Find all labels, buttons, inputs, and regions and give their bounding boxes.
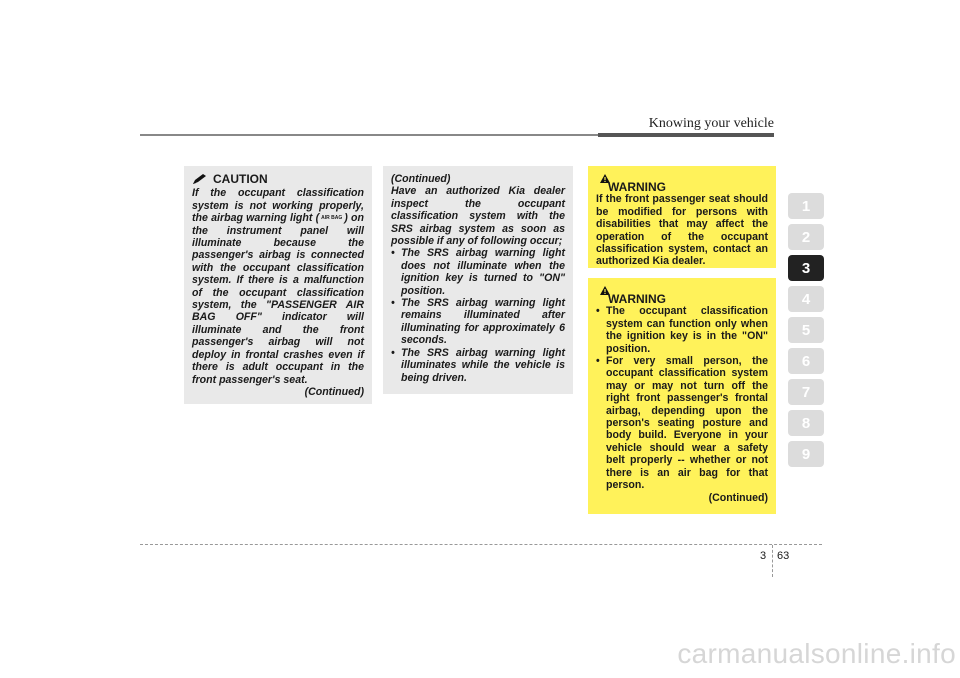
footer-divider [772,545,773,577]
section-title: Knowing your vehicle [648,116,774,131]
warning-heading [596,174,768,193]
warning-text: If the front passenger seat should be modified for persons with disabilities that may affect the operation of the occupant classification system, contact an authorized Kia dealer. [596,193,768,268]
warning-list [596,305,768,491]
chapter-tab-3[interactable]: 3 [788,255,824,281]
caution-box [184,166,372,404]
footer-rule [140,544,822,545]
chapter-tab-4[interactable]: 4 [788,286,824,312]
pencil-icon [192,173,208,185]
chapter-tab-7[interactable]: 7 [788,379,824,405]
chapter-tab-9[interactable]: 9 [788,441,824,467]
caution-heading [192,173,364,185]
continued-heading: (Continued) [391,173,451,185]
caution-continued: (Continued) [304,385,364,398]
warning-box-2 [588,278,776,514]
chapter-tab-1[interactable]: 1 [788,193,824,219]
warning-heading-label: WARNING [608,292,666,306]
continued-intro: Have an authorized Kia dealer inspect the occupant classification system with the SRS airbag system as soon as possible if any of following occur; [391,185,565,248]
page-chapter-number: 3 [760,550,767,562]
chapter-tabs [788,193,824,472]
list-item: • The SRS airbag warning light remains illuminated after illuminating for approximately 6 seconds. [391,297,565,347]
caution-text-part1: If the occupant classification system is not working properly, the airbag warning light ( [192,187,364,225]
warning-heading-label: WARNING [608,180,666,194]
airbag-warning-icon: AIR BAG [321,214,343,221]
list-item: • The occupant classification system can function only when the ignition key is in the "ON" position. [596,305,768,355]
page-number: 63 [777,550,790,562]
warning-heading [596,286,768,305]
caution-continued-box [383,166,573,394]
header-rule-accent [598,133,774,137]
chapter-tab-2[interactable]: 2 [788,224,824,250]
list-item: • The SRS airbag warning light does not illuminate when the ignition key is turned to "ON" position. [391,247,565,297]
chapter-tab-5[interactable]: 5 [788,317,824,343]
watermark: carmanualsonline.info [677,638,956,669]
list-item: • The SRS airbag warning light illuminates while the vehicle is being driven. [391,347,565,384]
caution-heading-label: CAUTION [213,172,268,186]
warning-box-1 [588,166,776,268]
continued-list [391,247,565,383]
warning-continued: (Continued) [708,491,768,504]
list-item: • For very small person, the occupant classification system may or may not turn off the right front passenger's frontal airbag, depending upon the person's seating posture and body build. Everyone in your vehicle should wear a safety belt properly -- whether or not there is an air bag for that person. [596,355,768,491]
caution-text-part2: ) on the instrument panel will illuminate because the passenger's airbag is connected with the occupant classification system. If there is a malfunction of the occupant classification system, the "PASSENGER AIR BAG OFF" indicator will illuminate and the front passenger's airbag will not deploy in frontal crashes even if there is adult occupant in the front passenger's seat. [192,212,364,386]
chapter-tab-6[interactable]: 6 [788,348,824,374]
caution-text [192,187,364,386]
chapter-tab-8[interactable]: 8 [788,410,824,436]
